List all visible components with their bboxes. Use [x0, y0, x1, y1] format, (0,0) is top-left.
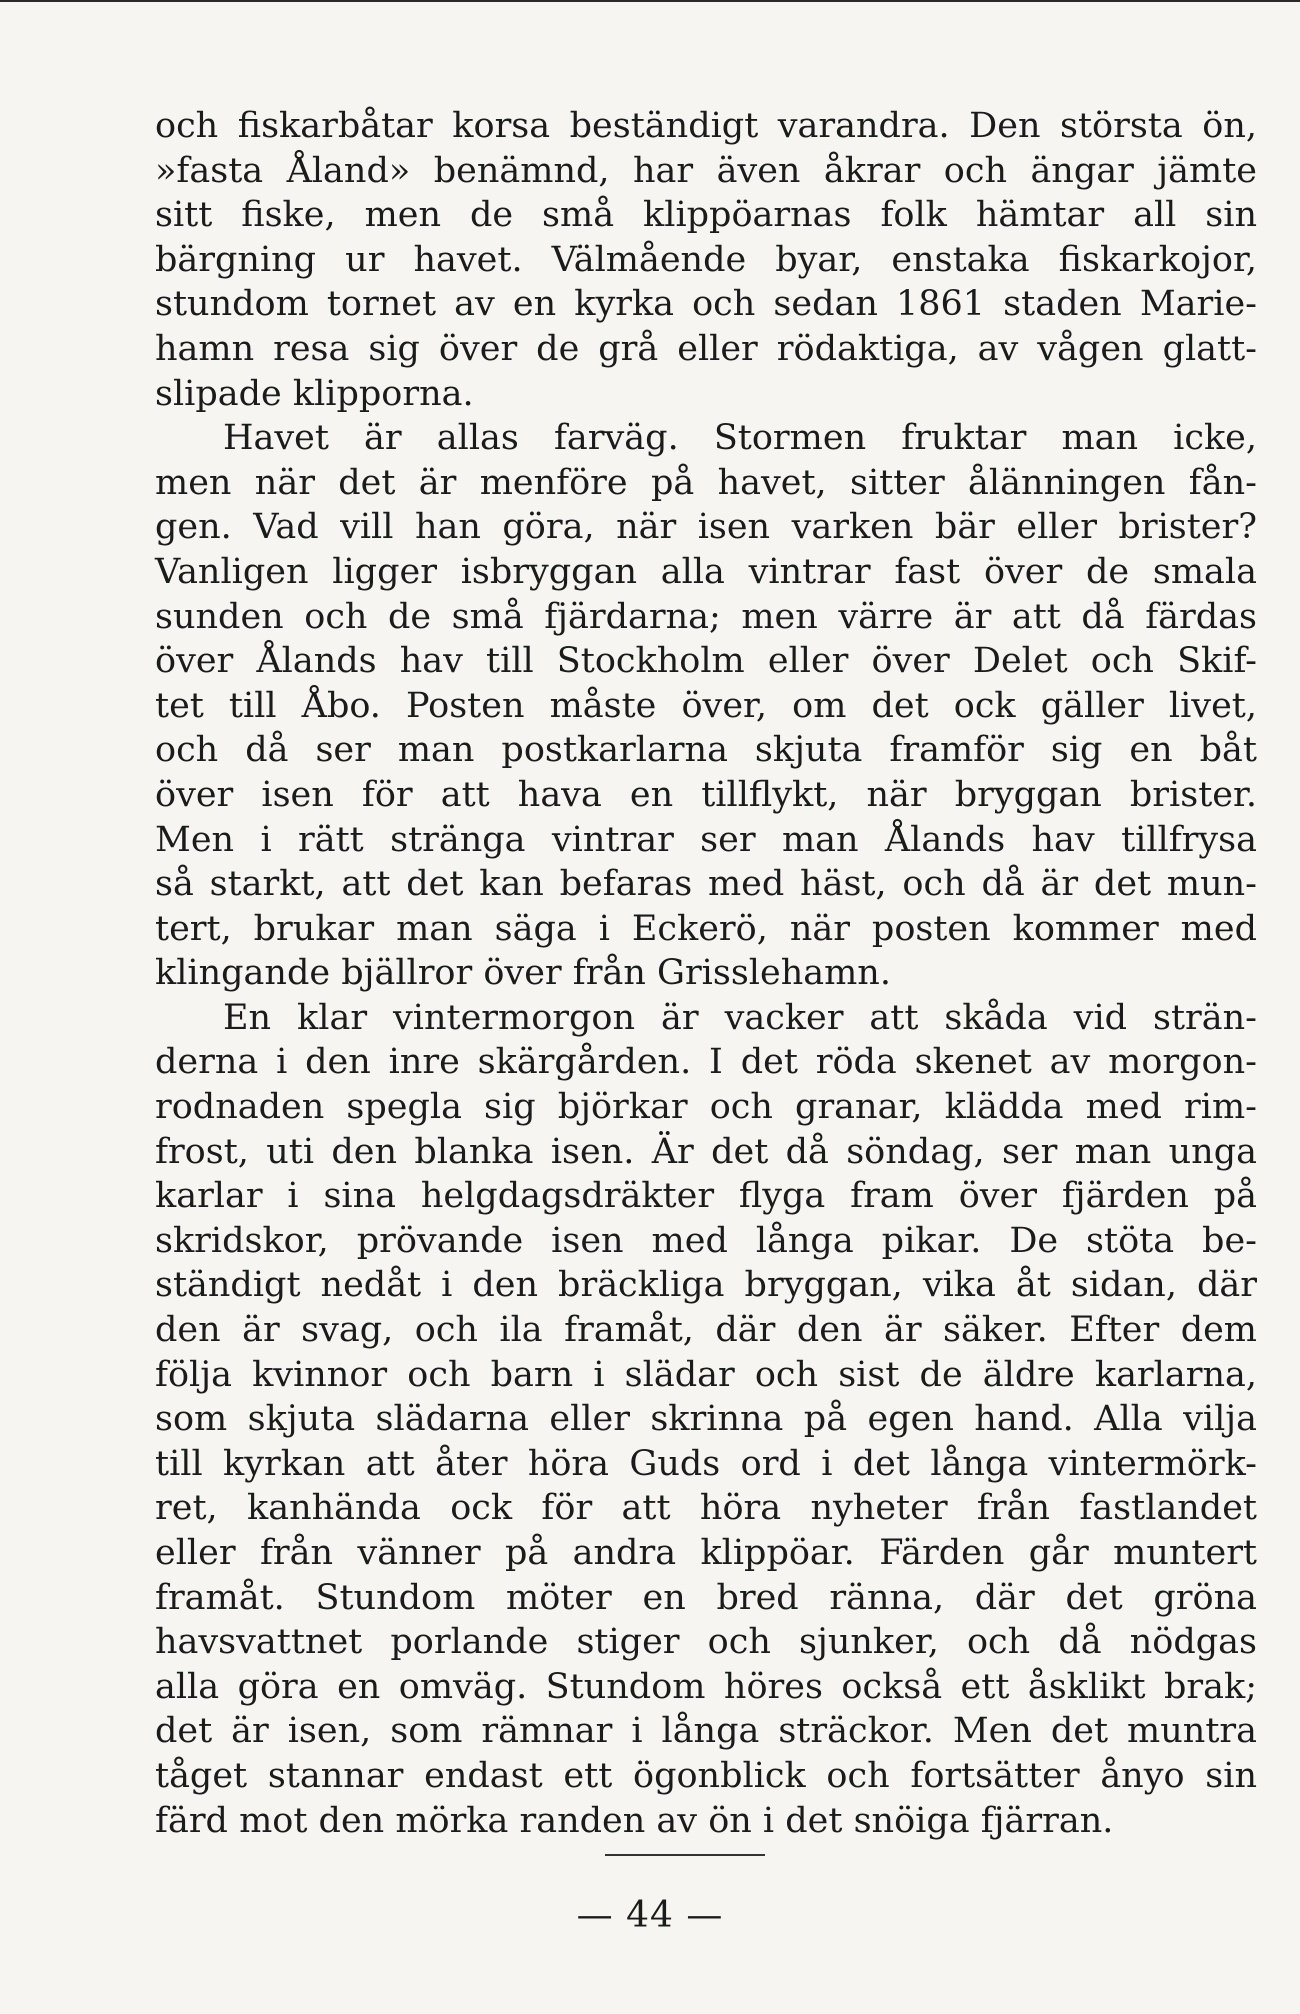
text-line: som skjuta slädarna eller skrinna på egen hand. Alla vilja: [155, 1399, 1257, 1440]
paragraph-end-line: klingande bjällror över från Grisslehamn.: [155, 953, 891, 994]
paragraph-end-line: färd mot den mörka randen av ön i det snöiga fjärran.: [155, 1800, 1114, 1841]
paragraph-end-line: slipade klipporna.: [155, 373, 474, 414]
text-line: ständigt nedåt i den bräckliga bryggan, vika åt sidan, där: [155, 1265, 1257, 1306]
text-line: Men i rätt stränga vintrar ser man Ålands hav tillfrysa: [155, 819, 1257, 860]
text-line: »fasta Åland» benämnd, har även åkrar och ängar jämte: [155, 150, 1257, 191]
text-line: och då ser man postkarlarna skjuta framför sig en båt: [155, 730, 1257, 771]
text-line: tert, brukar man säga i Eckerö, när posten kommer med: [155, 908, 1257, 949]
text-line: men när det är menföre på havet, sitter ålänningen fån-: [155, 462, 1257, 503]
text-line: det är isen, som rämnar i långa sträckor. Men det muntra: [155, 1711, 1257, 1752]
page-number: — 44 —: [576, 1895, 724, 1936]
text-line: och fiskarbåtar korsa beständigt varandra. Den största ön,: [155, 106, 1257, 146]
text-line: över isen för att hava en tillflykt, när bryggan brister.: [155, 774, 1257, 815]
text-line: eller från vänner på andra klippöar. Färden går muntert: [155, 1533, 1257, 1573]
text-line: karlar i sina helgdagsdräkter flyga fram över fjärden på: [155, 1176, 1257, 1217]
text-line: gen. Vad vill han göra, när isen varken bär eller brister?: [155, 507, 1257, 548]
text-line: sitt fiske, men de små klippöarnas folk hämtar all sin: [155, 195, 1257, 236]
text-line: hamn resa sig över de grå eller rödaktiga, av vågen glatt-: [155, 328, 1257, 369]
text-line: alla göra en omväg. Stundom höres också ett åsklikt brak;: [155, 1666, 1257, 1707]
text-line: ret, kanhända ock för att höra nyheter från fastlandet: [155, 1488, 1257, 1529]
text-line: stundom tornet av en kyrka och sedan 1861 staden Marie-: [155, 284, 1257, 325]
text-line: så starkt, att det kan befaras med häst, och då är det mun-: [155, 864, 1257, 905]
text-line: skridskor, prövande isen med långa pikar. De stöta be-: [155, 1220, 1257, 1261]
text-line: tet till Åbo. Posten måste över, om det ock gäller livet,: [155, 685, 1257, 726]
paragraph-start-line: Havet är allas farväg. Stormen fruktar man icke,: [223, 418, 1257, 459]
text-line: rodnaden spegla sig björkar och granar, klädda med rim-: [155, 1087, 1257, 1128]
text-line: tåget stannar endast ett ögonblick och fortsätter ånyo sin: [155, 1755, 1257, 1796]
body-text: [155, 104, 1257, 1843]
text-line: Vanligen ligger isbryggan alla vintrar fast över de smala: [155, 551, 1257, 592]
text-line: havsvattnet porlande stiger och sjunker, och då nödgas: [155, 1622, 1257, 1663]
text-line: den är svag, och ila framåt, där den är säker. Efter dem: [155, 1310, 1257, 1351]
paragraph-start-line: En klar vintermorgon är vacker att skåda vid strän-: [223, 997, 1257, 1038]
text-line: följa kvinnor och barn i slädar och sist de äldre karlarna,: [155, 1354, 1257, 1395]
text-line: framåt. Stundom möter en bred ränna, där det gröna: [155, 1577, 1257, 1618]
footer-rule: [605, 1854, 765, 1856]
text-line: till kyrkan att åter höra Guds ord i det långa vintermörk-: [155, 1443, 1257, 1484]
text-line: derna i den inre skärgården. I det röda skenet av morgon-: [155, 1042, 1257, 1083]
text-line: över Ålands hav till Stockholm eller över Delet och Skif-: [155, 641, 1257, 682]
text-line: frost, uti den blanka isen. Är det då söndag, ser man unga: [155, 1131, 1257, 1172]
text-line: sunden och de små fjärdarna; men värre är att då färdas: [155, 596, 1257, 637]
text-line: bärgning ur havet. Välmående byar, enstaka fiskarkojor,: [155, 239, 1257, 280]
